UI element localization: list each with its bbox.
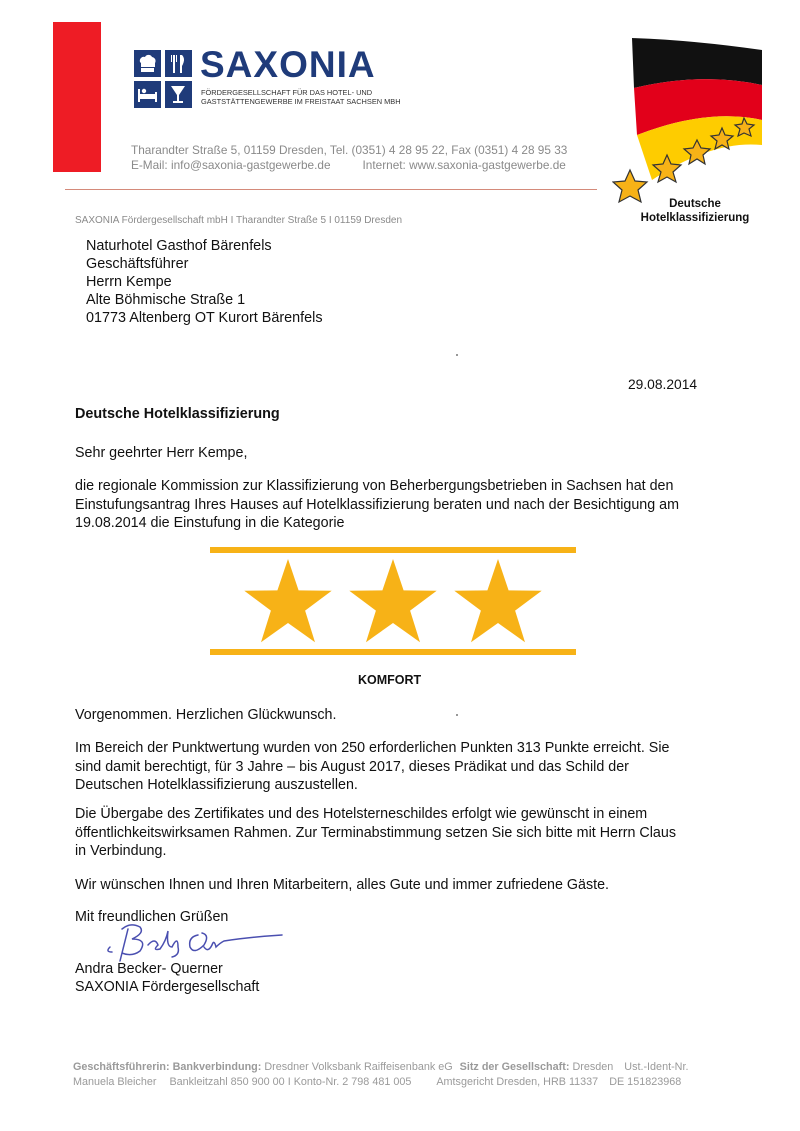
header-divider	[65, 189, 597, 190]
contact-web: Internet: www.saxonia-gastgewerbe.de	[362, 158, 566, 172]
star-icon	[244, 559, 331, 642]
badge-label: Deutsche Hotelklassifizierung	[640, 198, 750, 224]
saxonia-logo-icon	[134, 50, 192, 108]
salutation: Sehr geehrter Herr Kempe,	[75, 445, 248, 461]
scan-speck	[456, 354, 458, 356]
scan-speck	[456, 714, 458, 716]
hotelklassifizierung-badge	[612, 30, 772, 225]
closing: Mit freundlichen Grüßen	[75, 909, 229, 925]
star-rating-stars	[210, 555, 576, 647]
signer-name: Andra Becker- Querner	[75, 961, 223, 977]
star-icon	[454, 559, 541, 642]
star-icon	[349, 559, 436, 642]
brand-subtitle: FÖRDERGESELLSCHAFT FÜR DAS HOTEL- UND GASTSTÄTTENGEWERBE IM FREISTAAT SACHSEN MBH	[201, 88, 401, 106]
paragraph-handover: Die Übergabe des Zertifikates und des Hotelsterneschildes erfolgt wie gewünscht in einem öffentlichkeitswirksamen Rahmen. Zur Terminabstimmung setzen Sie sich bitte mit Herrn Claus in Verbindung.	[75, 806, 676, 859]
sender-return-line: SAXONIA Fördergesellschaft mbH I Tharandter Straße 5 I 01159 Dresden	[75, 215, 403, 226]
paragraph-intro: die regionale Kommission zur Klassifizierung von Beherbergungsbetrieben in Sachsen hat den Einstufungsantrag Ihres Hauses auf Hotelklassifizierung beraten und nach der Besichtigung am 19.08.2014 die Einstufung in die Kategorie	[75, 478, 680, 531]
star-band-top	[210, 547, 576, 553]
paragraph-congrats: Vorgenommen. Herzlichen Glückwunsch.	[75, 707, 337, 723]
red-accent-bar	[53, 22, 101, 172]
category-label: KOMFORT	[358, 673, 422, 687]
brand-name: SAXONIA	[200, 44, 376, 85]
star-rating	[210, 547, 576, 655]
paragraph-wishes: Wir wünschen Ihnen und Ihren Mitarbeitern, alles Gute und immer zufriedene Gäste.	[75, 877, 610, 893]
letter-date: 29.08.2014	[628, 377, 698, 392]
contact-email: E-Mail: info@saxonia-gastgewerbe.de	[131, 158, 331, 172]
contact-block	[131, 143, 567, 173]
recipient-address: Naturhotel Gasthof Bärenfels Geschäftsführer Herrn Kempe Alte Böhmische Straße 1 01773 Altenberg OT Kurort Bärenfels	[86, 238, 323, 326]
contact-address: Tharandter Straße 5, 01159 Dresden, Tel. (0351) 4 28 95 22, Fax (0351) 4 28 95 33	[131, 143, 568, 157]
paragraph-points: Im Bereich der Punktwertung wurden von 250 erforderlichen Punkten 313 Punkte erreicht. Sie sind damit berechtigt, für 3 Jahre – bis August 2017, dieses Prädikat und das Schild der Deutschen Hotelklassifizierung auszustellen.	[75, 740, 670, 793]
letter-subject: Deutsche Hotelklassifizierung	[75, 406, 280, 422]
star-band-bottom	[210, 649, 576, 655]
signer-organization: SAXONIA Fördergesellschaft	[75, 979, 260, 995]
footer: Geschäftsführerin: Bankverbindung: Dresdner Volksbank Raiffeisenbank eG Sitz der Gesellschaft: Dresden Ust.-Ident-Nr. Manuela Bleicher Bankleitzahl 850 900 00 I Konto-Nr. 2 798 481 005 Amtsgericht Dresden, HRB 11337 DE 151823968	[73, 1061, 689, 1088]
